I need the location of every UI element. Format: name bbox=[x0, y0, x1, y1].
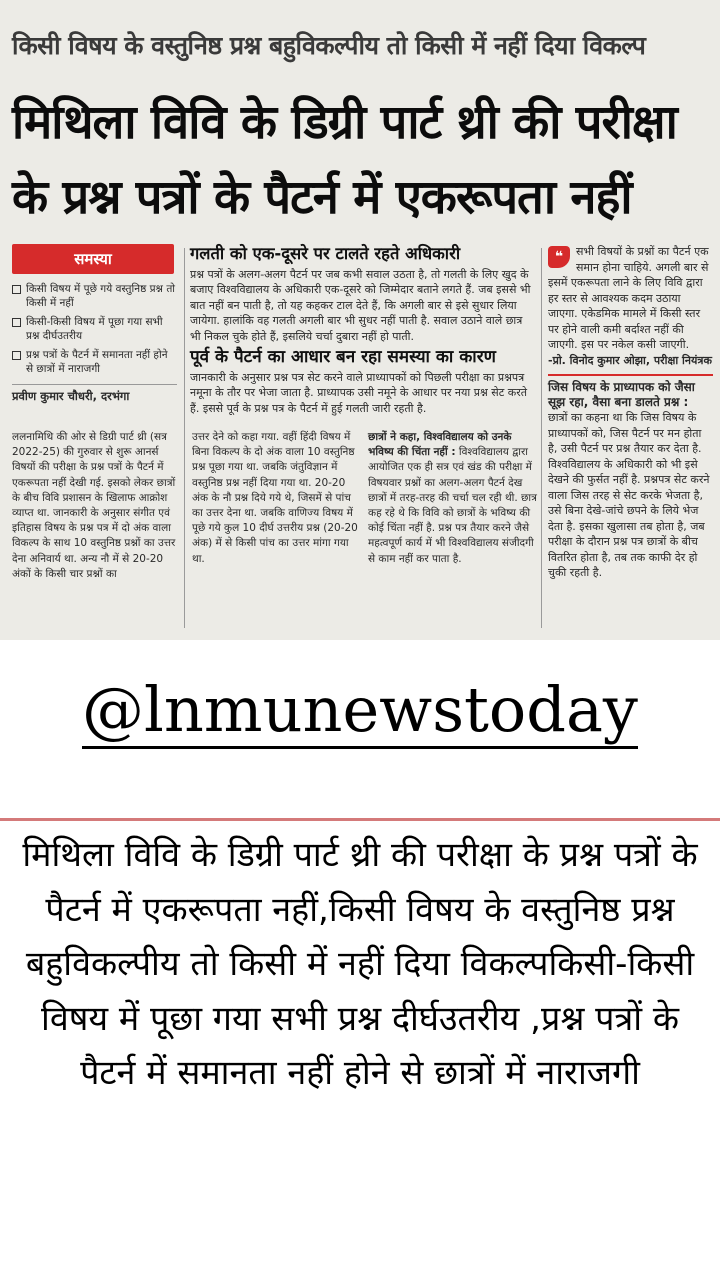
square-bullet-icon bbox=[12, 318, 21, 327]
kicker-headline: किसी विषय के वस्तुनिष्ठ प्रश्न बहुविकल्पीय तो किसी में नहीं दिया विकल्प bbox=[12, 31, 646, 60]
middle-paragraph-2: जानकारी के अनुसार प्रश्न पत्र सेट करने वाले प्राध्यापकों को पिछली परीक्षा का प्रश्नपत्र नमूना के तौर पर भेजा जाता है. प्राध्यापक उसी नमूने के आधार पर नया प्रश्न सेट करते हैं. इससे पूर्व के प्रश्न पत्र के पैटर्न में हुई गलती जारी रहती है. bbox=[190, 370, 527, 415]
bottom-column-3-text: विश्वविद्यालय द्वारा आयोजित एक ही सत्र एवं खंड की परीक्षा में विषयवार प्रश्नों का अलग-अलग पैटर्न देख छात्रों में तरह-तरह की चर्चा चल रही थी. छात्र कह रहे थे कि विवि को छात्रों के भविष्य की कोई चिंता नहीं है. प्रश्न पत्र तैयार करने जैसे महत्वपूर्ण कार्य में भी विश्वविद्यालय संजीदगी से काम नहीं कर पाता है. bbox=[368, 446, 537, 565]
bottom-column-3-lead: छात्रों ने कहा, विश्वविद्यालय को उनके भविष्य की चिंता नहीं : bbox=[368, 431, 512, 459]
problem-bullet-text: किसी विषय में पूछे गये वस्तुनिष्ठ प्रश्न तो किसी में नहीं bbox=[26, 283, 176, 309]
problem-bullet bbox=[12, 348, 177, 376]
official-quote: सभी विषयों के प्रश्नों का पैटर्न एक समान होना चाहिये. अगली बार से इसमें एकरूपता लाने के लिए विवि द्वारा हर स्तर से आवश्यक कदम उठाया जाएगा. एकेडमिक मामले में किसी स्तर पर होने वाली कमी बर्दाश्त नहीं की जाएगी. इस पर नकेल कसी जाएगी. bbox=[548, 245, 709, 351]
middle-subhead: गलती को एक-दूसरे पर टालते रहते अधिकारी bbox=[190, 244, 461, 263]
social-handle bbox=[0, 665, 720, 755]
bottom-column-2: उत्तर देने को कहा गया. वहीं हिंदी विषय में बिना विकल्प के दो अंक वाला 10 वस्तुनिष्ठ प्रश्न पूछा गया था. जबकि जंतुविज्ञान में वस्तुनिष्ठ प्रश्न नहीं दिया गया था. 20-20 अंक के नौ प्रश्न दिये गये थे, जिसमें से पांच का उत्तर देना था. जबकि वाणिज्य विषय में पूछे गये कुल 10 दीर्घ उत्तरीय प्रश्न (20-20 अंक) में से किसी पांच का उत्तर मांगा गया था. bbox=[192, 431, 358, 565]
right-paragraph: छात्रों का कहना था कि जिस विषय के प्राध्यापकों को, जिस पैटर्न पर मन होता है, उसी पैटर्न पर प्रश्न तैयार कर देता है. विश्वविद्यालय के अधिकारी को भी इसे देखने की फुर्सत नहीं है. प्रश्नपत्र सेट करने वाला जिस तरह से सेट करके भेजता है, उसे बिना देखे-जांचे छपने के लिये भेज देता है. इसका खुलासा तब होता है, जब परीक्षा के दौरान प्रश्न पत्र छात्रों के बीच वितरित होता है, तब तक काफी देर हो चुकी रहती है. bbox=[548, 411, 710, 579]
byline: प्रवीण कुमार चौधरी, दरभंगा bbox=[12, 384, 177, 405]
main-headline-line1: मिथिला विवि के डिग्री पार्ट थ्री की परीक्षा bbox=[12, 95, 677, 150]
problem-bullet bbox=[12, 315, 177, 343]
middle-subhead-2: पूर्व के पैटर्न का आधार बन रहा समस्या का कारण bbox=[190, 347, 496, 367]
right-subhead: जिस विषय के प्राध्यापक को जैसा सूझ रहा, वैसा बना डालते प्रश्न : bbox=[548, 380, 695, 409]
middle-column bbox=[190, 244, 535, 416]
problem-bullet bbox=[12, 282, 177, 310]
divider bbox=[548, 374, 713, 376]
square-bullet-icon bbox=[12, 285, 21, 294]
caption-text: मिथिला विवि के डिग्री पार्ट थ्री की परीक्षा के प्रश्न पत्रों के पैटर्न में एकरूपता नहीं,किसी विषय के वस्तुनिष्ठ प्रश्न बहुविकल्पीय तो किसी में नहीं दिया विकल्पकिसी-किसी विषय में पूछा गया सभी प्रश्न दीर्घउतरीय ,प्रश्न पत्रों के पैटर्न में समानता नहीं होने से छात्रों में नाराजगी bbox=[22, 835, 698, 1093]
middle-paragraph-1: प्रश्न पत्रों के अलग-अलग पैटर्न पर जब कभी सवाल उठता है, तो गलती के लिए खुद के बजाए विश्वविद्यालय के अधिकारी एक-दूसरे को जिम्मेदार बताने लगते हैं. जब इससे भी बात नहीं बन पाती है, तो यह कहकर टाल देते हैं, कि अगली बार से इसे सुधार लिया जायेगा. हालांकि वह गलती अगली बार भी सुधर नहीं पाती है. सवाल उठाने वाले छात्र भी निकल चुके होते हैं, इसलिये चर्चा दुबारा नहीं हो पाती. bbox=[190, 267, 531, 343]
quote-icon: ❝ bbox=[548, 246, 570, 268]
bottom-columns bbox=[12, 430, 712, 635]
separator-line bbox=[0, 818, 720, 821]
problem-tag: समस्या bbox=[12, 244, 174, 274]
bottom-column-1: ललनामिथि की ओर से डिग्री पार्ट थ्री (सत्र 2022-25) की गुरुवार से शुरू आनर्स विषयों की परीक्षा के प्रश्न पत्रों के पैटर्न में एकरूपता नहीं देखी गई. इसको लेकर छात्रों के बीच विवि प्रशासन के खिलाफ आक्रोश व्याप्त था. जानकारी के अनुसार संगीत एवं इतिहास विषय के प्रश्न पत्र में दो अंक वाला विकल्प के साथ 10 वस्तुनिष्ठ प्रश्नों का उत्तर देना अनिवार्य था. अन्य नौ में से 20-20 अंकों के किसी चार प्रश्नों का bbox=[12, 431, 176, 580]
problem-box bbox=[12, 244, 177, 405]
bottom-column-3 bbox=[368, 430, 538, 567]
square-bullet-icon bbox=[12, 351, 21, 360]
problem-bullet-text: प्रश्न पत्रों के पैटर्न में समानता नहीं होने से छात्रों में नाराजगी bbox=[26, 349, 168, 375]
quote-attribution: -प्रो. विनोद कुमार ओझा, परीक्षा नियंत्रक bbox=[548, 353, 712, 367]
social-handle-text: @lnmunewstoday bbox=[82, 673, 638, 749]
main-headline-line2: के प्रश्न पत्रों के पैटर्न में एकरूपता नहीं bbox=[12, 170, 632, 225]
problem-bullet-text: किसी-किसी विषय में पूछा गया सभी प्रश्न दीर्घउतरीय bbox=[26, 316, 163, 342]
